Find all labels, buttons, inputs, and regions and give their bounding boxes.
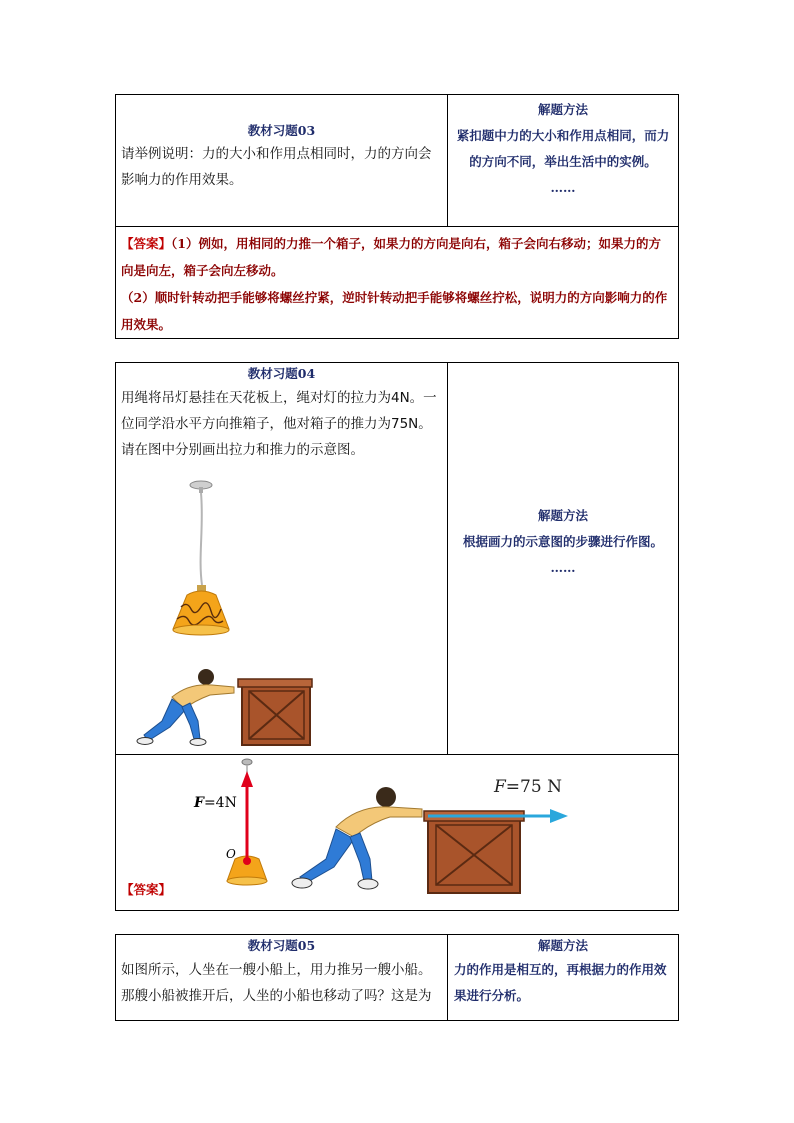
exercise-03-row	[116, 95, 678, 227]
push-force-value: =75 N	[505, 777, 562, 797]
exercise-04-ellipsis: ……	[550, 560, 576, 575]
exercise-04-method-cell	[448, 363, 678, 754]
exercise-03-title: 教材习题03	[247, 123, 316, 138]
exercise-04-method-title: 解题方法	[537, 508, 588, 523]
exercise-04-answer-tag	[116, 876, 176, 903]
exercise-04-method-text: 根据画力的示意图的步骤进行作图。	[462, 534, 663, 549]
exercise-05-table	[115, 934, 679, 1021]
exercise-03-answer-row	[116, 227, 678, 338]
exercise-03-method-cell	[448, 95, 678, 226]
exercise-03-ellipsis: ……	[550, 180, 576, 195]
exercise-04-answer-cell	[116, 755, 678, 910]
exercise-03-answer	[116, 227, 678, 338]
pull-force-var: F	[194, 795, 204, 811]
exercise-05-method-text: 力的作用是相互的，再根据力的作用效果进行分析。	[454, 962, 667, 1003]
exercise-05-row	[116, 935, 678, 1020]
exercise-03-method-title: 解题方法	[537, 102, 588, 117]
exercise-05-method-title: 解题方法	[537, 938, 588, 953]
student-pushing-box-illustration	[134, 663, 314, 753]
exercise-03-question: 请举例说明：力的大小和作用点相同时，力的方向会影响力的作用效果。	[121, 146, 432, 188]
push-force-label	[494, 777, 562, 797]
exercise-03-answer-2: （2）顺时针转动把手能够将螺丝拧紧，逆时针转动把手能够将螺丝拧松，说明力的方向影响力的作用效果。	[121, 290, 668, 332]
exercise-05-question-cell	[116, 935, 448, 1020]
exercise-03-table	[115, 94, 679, 339]
exercise-04-row	[116, 363, 678, 755]
exercise-03-answer-tag: 【答案】	[121, 236, 172, 251]
exercise-04-question-cell	[116, 363, 448, 754]
pull-force-value: =4N	[203, 795, 237, 811]
push-force-var: F	[494, 777, 506, 797]
exercise-04-question: 用绳将吊灯悬挂在天花板上，绳对灯的拉力为4N。一位同学沿水平方向推箱子，他对箱子的推力为75N。请在图中分别画出拉力和推力的示意图。	[121, 390, 437, 458]
hanging-lamp-illustration	[171, 477, 251, 652]
exercise-03-question-cell	[116, 95, 448, 226]
exercise-03-answer-1: （1）例如，用相同的力推一个箱子，如果力的方向是向右，箱子会向右移动；如果力的方向是向左，箱子会向左移动。	[121, 236, 661, 278]
exercise-04-title: 教材习题04	[247, 366, 316, 381]
exercise-05-method-cell	[448, 935, 678, 1020]
pull-force-label	[194, 795, 237, 811]
point-o-label: O	[226, 847, 236, 861]
exercise-04-answer-tag-text: 【答案】	[121, 882, 172, 897]
exercise-05-title: 教材习题05	[247, 938, 316, 953]
exercise-03-method-text: 紧扣题中力的大小和作用点相同，而力的方向不同，举出生活中的实例。	[456, 128, 670, 169]
exercise-05-question: 如图所示，人坐在一艘小船上，用力推另一艘小船。那艘小船被推开后，人坐的小船也移动了吗？这是为	[121, 962, 432, 1004]
exercise-04-table	[115, 362, 679, 911]
exercise-04-answer-row	[116, 755, 678, 910]
